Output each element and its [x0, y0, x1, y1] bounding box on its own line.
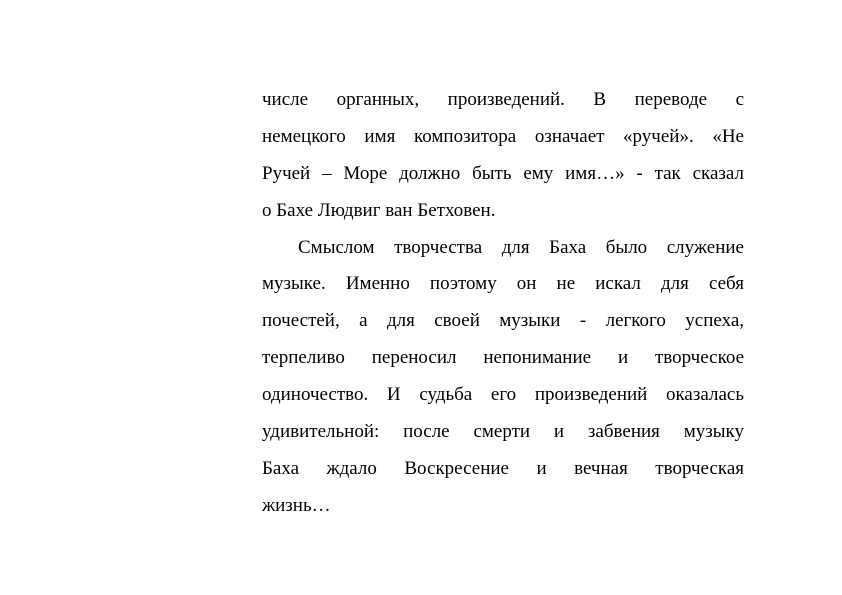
body-text	[262, 82, 744, 525]
paragraph-first-line: Смыслом творчества для Баха было служение	[298, 236, 744, 258]
text-line: немецкого имя композитора означает «ручей». «Не	[262, 125, 744, 147]
text-line: Ручей – Море должно быть ему имя…» - так сказал	[262, 162, 744, 184]
text-line: числе органных, произведений. В переводе с	[262, 89, 744, 110]
text-line: одиночество. И судьба его произведений оказалась	[262, 384, 744, 406]
text-line: удивительной: после смерти и забвения музыку	[262, 421, 744, 443]
paragraph-end-line: жизнь…	[262, 494, 331, 516]
text-line: терпеливо переносил непонимание и творческое	[262, 347, 744, 369]
paragraph-end-line: о Бахе Людвиг ван Бетховен.	[262, 199, 496, 221]
text-line: почестей, а для своей музыки - легкого успеха,	[262, 310, 744, 332]
text-line: музыке. Именно поэтому он не искал для себя	[262, 273, 744, 295]
text-line: Баха ждало Воскресение и вечная творческая	[262, 457, 744, 479]
